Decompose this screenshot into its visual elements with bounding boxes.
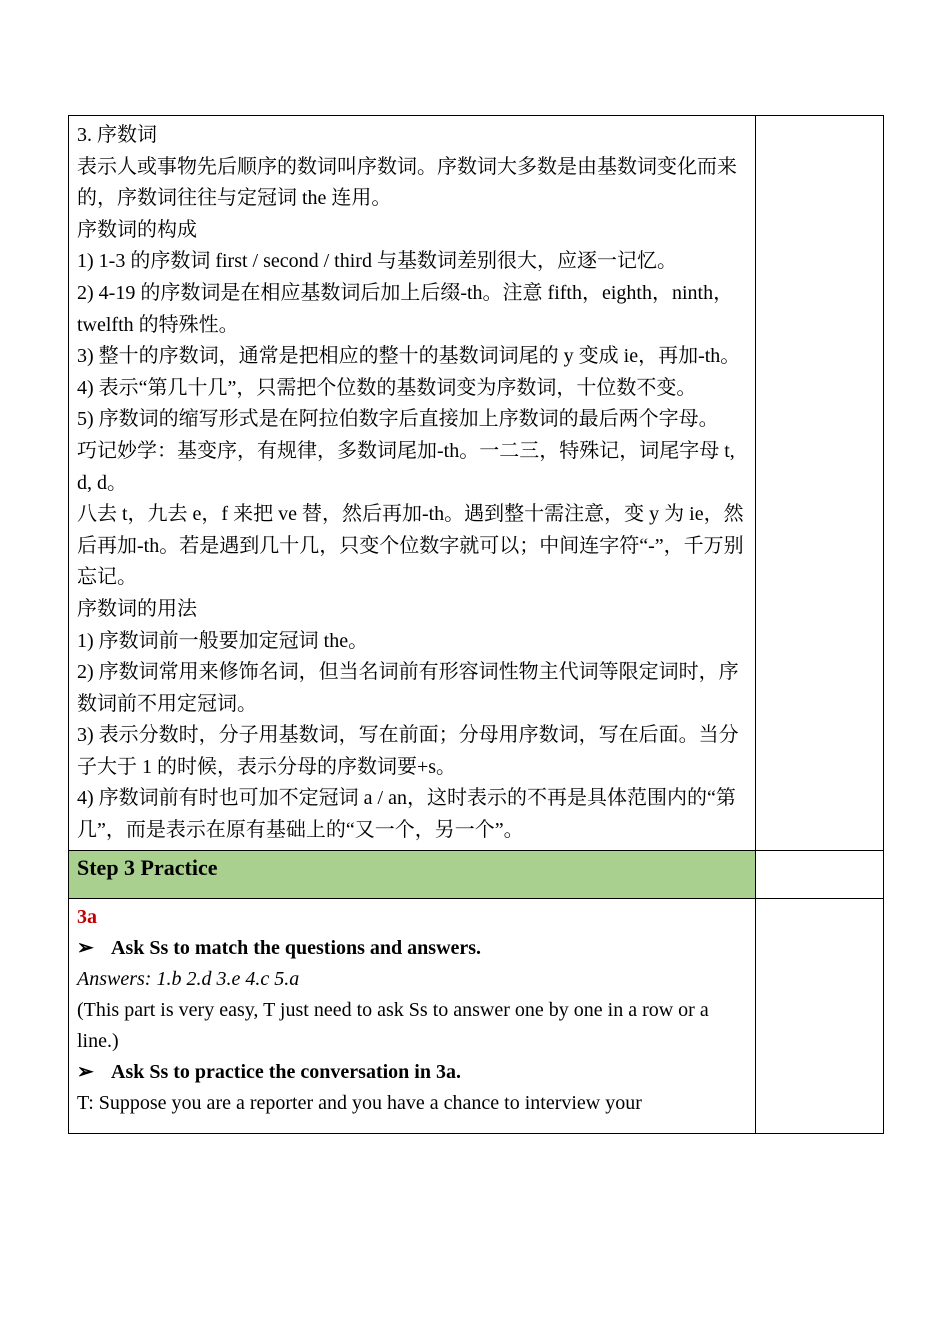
teacher-note: (This part is very easy, T just need to ask Ss to answer one by one in a row or a line.) xyxy=(77,998,709,1052)
ordinal-definition: 表示人或事物先后顺序的数词叫序数词。序数词大多数是由基数词变化而来的，序数词往往与定冠词 the 连用。 xyxy=(77,155,737,210)
arrow-bullet-icon: ➢ xyxy=(77,936,94,959)
practice-notes-cell xyxy=(756,898,884,1133)
formation-rule-5: 5) 序数词的缩写形式是在阿拉伯数字后直接加上序数词的最后两个字母。 xyxy=(77,408,719,431)
step-title-cell xyxy=(69,850,756,898)
practice-row xyxy=(69,898,884,1133)
instruction-1 xyxy=(77,933,747,964)
arrow-bullet-icon: ➢ xyxy=(77,1060,94,1083)
step-notes-cell xyxy=(756,850,884,898)
instruction-1-text: Ask Ss to match the questions and answers. xyxy=(111,936,482,959)
ordinal-content-cell xyxy=(69,116,756,851)
formation-heading: 序数词的构成 xyxy=(77,218,197,241)
ordinal-row xyxy=(69,116,884,851)
notes-cell xyxy=(756,116,884,851)
usage-rule-1: 1) 序数词前一般要加定冠词 the。 xyxy=(77,629,369,652)
step-title: Step 3 Practice xyxy=(77,854,218,880)
formation-rule-1: 1) 1-3 的序数词 first / second / third 与基数词差别很大，应逐一记忆。 xyxy=(77,250,677,273)
usage-rule-2: 2) 序数词常用来修饰名词，但当名词前有形容词性物主代词等限定词时，序数词前不用定冠词。 xyxy=(77,661,739,715)
usage-rule-4: 4) 序数词前有时也可加不定冠词 a / an，这时表示的不再是具体范围内的“第几”，而是表示在原有基础上的“又一个，另一个”。 xyxy=(77,787,736,842)
mnemonic-1: 巧记妙学：基变序，有规律，多数词尾加-th。一二三，特殊记，词尾字母 t, d, d。 xyxy=(77,439,735,494)
activity-label: 3a xyxy=(77,905,97,928)
mnemonic-2: 八去 t，九去 e，f 来把 ve 替，然后再加-th。遇到整十需注意，变 y 为 ie，然后再加-th。若是遇到几十几，只变个位数字就可以；中间连字符“-”，千万别忘记。 xyxy=(77,503,744,589)
step-row xyxy=(69,850,884,898)
usage-heading: 序数词的用法 xyxy=(77,597,197,620)
lesson-table xyxy=(68,115,884,1134)
instruction-2-text: Ask Ss to practice the conversation in 3a. xyxy=(111,1060,461,1083)
formation-rule-4: 4) 表示“第几十几”，只需把个位数的基数词变为序数词，十位数不变。 xyxy=(77,376,697,399)
teacher-line: T: Suppose you are a reporter and you have a chance to interview your xyxy=(77,1091,642,1114)
practice-content-cell xyxy=(69,898,756,1133)
usage-rule-3: 3) 表示分数时，分子用基数词，写在前面；分母用序数词，写在后面。当分子大于 1 的时候，表示分母的序数词要+s。 xyxy=(77,724,739,778)
ordinal-heading: 3. 序数词 xyxy=(77,124,157,146)
answers-line: Answers: 1.b 2.d 3.e 4.c 5.a xyxy=(77,967,300,990)
instruction-2 xyxy=(77,1057,747,1088)
formation-rule-3: 3) 整十的序数词，通常是把相应的整十的基数词词尾的 y 变成 ie，再加-th。 xyxy=(77,345,741,368)
formation-rule-2: 2) 4-19 的序数词是在相应基数词后加上后缀-th。注意 fifth，eighth，ninth，twelfth 的特殊性。 xyxy=(77,281,734,336)
